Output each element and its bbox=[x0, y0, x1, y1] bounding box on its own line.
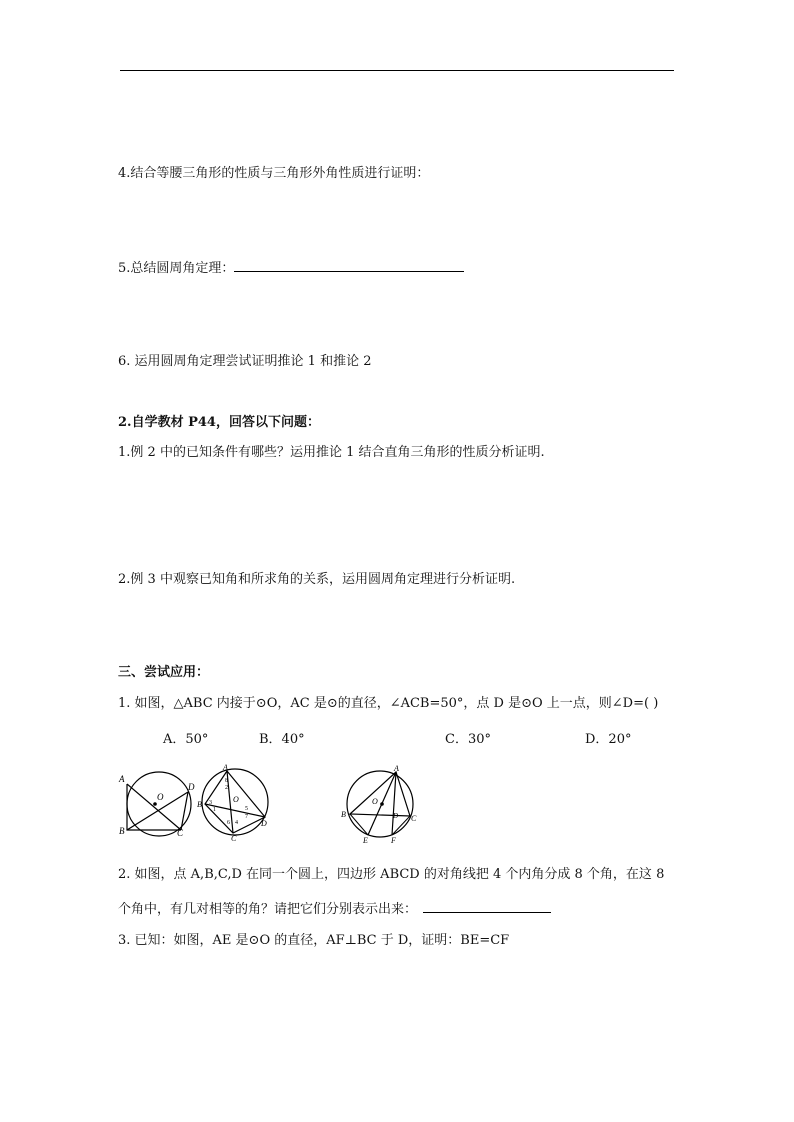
fig2-label: A bbox=[223, 763, 228, 772]
fig1-label: A bbox=[119, 774, 125, 784]
figure-1-circle-triangle bbox=[115, 768, 205, 838]
fig2-label: O bbox=[233, 795, 239, 804]
problem-1-text: 1. 如图，△ABC 内接于⊙O，AC 是⊙的直径，∠ACB=50°，点 D 是⊙O 上一点，则∠D=( ) bbox=[118, 696, 659, 711]
section-3-heading: 三、尝试应用： bbox=[118, 665, 210, 680]
fig1-center-dot bbox=[153, 802, 157, 806]
option-b[interactable]: B．40° bbox=[259, 732, 305, 747]
problem-2-line-2 bbox=[118, 900, 551, 919]
fig2-label: 3 bbox=[209, 800, 212, 806]
answer-blank-5[interactable] bbox=[234, 259, 464, 272]
fig2-label: 4 bbox=[235, 820, 238, 826]
figure-3-circle-diameter bbox=[338, 764, 428, 844]
fig2-label: 1 bbox=[213, 807, 216, 813]
fig3-center-dot bbox=[380, 802, 384, 806]
fig3-label: C bbox=[411, 814, 417, 823]
section-2-question-2: 2.例 3 中观察已知角和所求角的关系，运用圆周角定理进行分析证明. bbox=[118, 572, 516, 587]
fig3-label: A bbox=[394, 764, 399, 773]
item-5 bbox=[118, 259, 464, 278]
fig2-label: D bbox=[261, 819, 267, 828]
fig1-label: B bbox=[119, 826, 125, 836]
header-rule bbox=[120, 70, 674, 71]
problem-2-line-1: 2. 如图，点 A,B,C,D 在同一个圆上，四边形 ABCD 的对角线把 4 个内角分成 8 个角，在这 8 bbox=[118, 867, 665, 882]
fig1-label: O bbox=[157, 792, 164, 802]
fig3-label: E bbox=[363, 836, 368, 844]
fig2-label: 6 bbox=[227, 820, 230, 826]
fig3-line-af bbox=[392, 772, 399, 835]
fig2-label: 2 bbox=[225, 785, 228, 791]
section-2-heading: 2.自学教材 P44，回答以下问题： bbox=[118, 415, 320, 430]
fig2-label: 7 bbox=[245, 814, 248, 820]
fig3-chord-be bbox=[350, 814, 368, 835]
option-c[interactable]: C．30° bbox=[445, 732, 491, 747]
problem-3-text: 3. 已知：如图，AE 是⊙O 的直径，AF⊥BC 于 D，证明：BE=CF bbox=[118, 933, 510, 948]
fig2-label: 8 bbox=[225, 778, 228, 784]
item-5-text: 5.总结圆周角定理： bbox=[118, 261, 235, 276]
fig1-label: C bbox=[177, 828, 184, 838]
option-a[interactable]: A．50° bbox=[163, 732, 209, 747]
item-4: 4.结合等腰三角形的性质与三角形外角性质进行证明： bbox=[118, 166, 430, 181]
figure-2-quadrilateral bbox=[195, 762, 275, 842]
fig2-label: C bbox=[231, 834, 237, 842]
fig3-label: D bbox=[393, 812, 399, 820]
fig3-label: F bbox=[391, 836, 396, 844]
fig2-label: 5 bbox=[245, 806, 248, 812]
fig3-circle bbox=[347, 771, 413, 837]
fig3-label: B bbox=[341, 810, 346, 819]
fig1-label: D bbox=[188, 782, 195, 792]
fig1-diameter bbox=[127, 784, 181, 830]
fig2-label: B bbox=[197, 800, 202, 809]
fig3-label: O bbox=[372, 797, 378, 806]
problem-2-line-2-text: 个角中，有几对相等的角？请把它们分别表示出来： bbox=[118, 902, 418, 917]
answer-blank-problem-2[interactable] bbox=[423, 900, 551, 913]
section-2-question-1: 1.例 2 中的已知条件有哪些？运用推论 1 结合直角三角形的性质分析证明. bbox=[118, 445, 545, 460]
item-6: 6. 运用圆周角定理尝试证明推论 1 和推论 2 bbox=[118, 354, 372, 369]
option-d[interactable]: D．20° bbox=[585, 732, 632, 747]
